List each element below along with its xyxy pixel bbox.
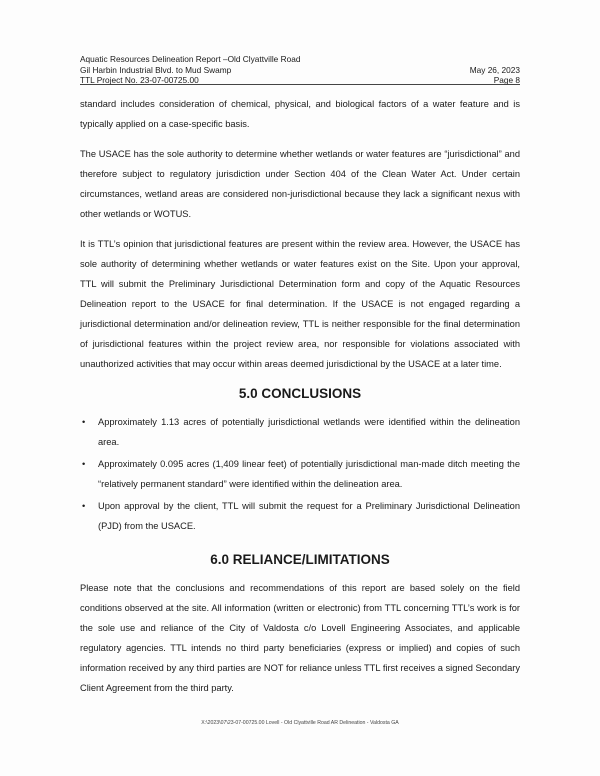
header-date-page	[470, 65, 520, 86]
header-project-info	[80, 54, 300, 86]
header-report-title: Aquatic Resources Delineation Report –Old Clyattville Road	[80, 54, 301, 64]
reliance-heading: 6.0 RELIANCE/LIMITATIONS	[210, 552, 390, 567]
bullet-icon: •	[82, 459, 86, 469]
bullet-icon: •	[82, 417, 86, 427]
body-paragraph: The USACE has the sole authority to determine whether wetlands or water features are “jurisdictional” and therefore subject to regulatory jurisdiction under Section 404 of the Clean Water Act. Under certain circumstances, wetland areas are considered non-jurisdictional because they lack a significant nexus with other wetlands or WOTUS.	[80, 149, 520, 219]
reliance-paragraph: Please note that the conclusions and recommendations of this report are based solely on the field conditions observed at the site. All information (written or electronic) from TTL concerning TTL’s work is for the sole use and reliance of the City of Valdosta c/o Lovell Engineering Associates, and applicable regulatory agencies. TTL intends no third party beneficiaries (express or implied) and copies of such information received by any third parties are NOT for reliance unless TTL first receives a signed Secondary Client Agreement from the third party.	[80, 583, 520, 693]
header-date: May 26, 2023	[469, 64, 520, 75]
conclusions-list	[80, 412, 520, 536]
body-paragraph: It is TTL’s opinion that jurisdictional features are present within the review area. However, the USACE has sole authority of determining whether wetlands or water features exist on the Site. Upon your approval, TTL will submit the Preliminary Jurisdictional Determination form and copy of the Aquatic Resources Delineation report to the USACE for final determination. If the USACE is not engaged regarding a jurisdictional determination and/or delineation review, TTL is neither responsible for the final determination of jurisdictional features within the project review area, nor responsible for violations associated with unauthorized activities that may occur within areas deemed jurisdictional by the USACE at a later time.	[80, 239, 520, 369]
conclusion-item	[82, 454, 520, 494]
conclusion-item	[82, 496, 520, 536]
conclusion-text: Approximately 1.13 acres of potentially jurisdictional wetlands were identified within the delineation area.	[98, 417, 520, 447]
header-project-number: TTL Project No. 23-07-00725.00	[80, 75, 199, 85]
conclusion-text: Upon approval by the client, TTL will submit the request for a Preliminary Jurisdictional Delineation (PJD) from the USACE.	[98, 501, 520, 531]
bullet-icon: •	[82, 501, 86, 511]
document-body	[80, 94, 520, 708]
conclusions-heading: 5.0 CONCLUSIONS	[238, 386, 362, 401]
header-page-number: Page 8	[493, 75, 520, 85]
body-paragraph: standard includes consideration of chemical, physical, and biological factors of a water feature and is typically applied on a case-specific basis.	[80, 99, 520, 129]
header-divider	[80, 84, 520, 85]
file-path-footer: X:\2023\07\23-07-00725.00 Lovell - Old Clyattville Road AR Delineation - Valdosta GA	[201, 720, 399, 726]
conclusion-item	[82, 412, 520, 452]
conclusion-text: Approximately 0.095 acres (1,409 linear feet) of potentially jurisdictional man-made ditch meeting the “relatively permanent standard” were identified within the delineation area.	[98, 459, 520, 489]
header-project-location: Gil Harbin Industrial Blvd. to Mud Swamp	[80, 64, 232, 75]
